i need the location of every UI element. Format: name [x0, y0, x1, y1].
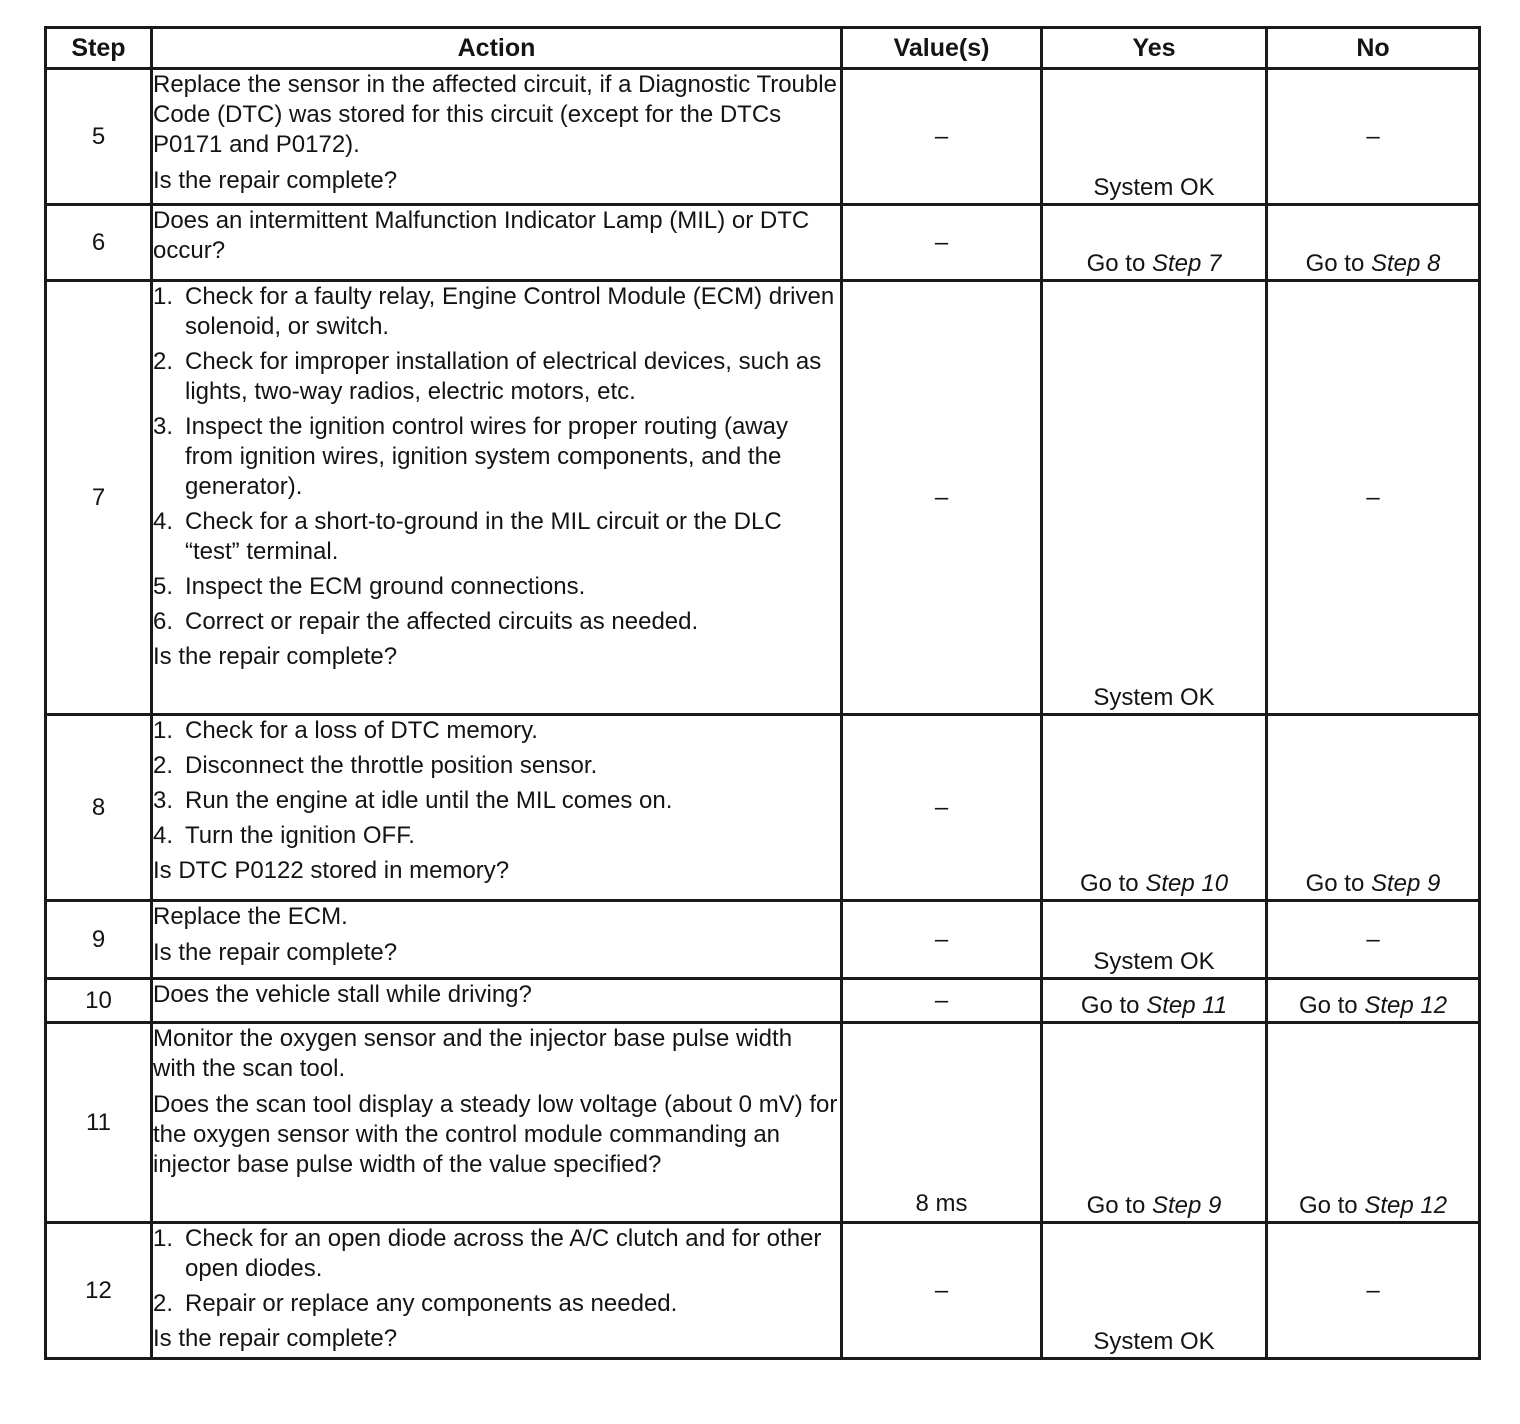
header-no: No [1267, 28, 1480, 69]
no-result-cell [1267, 205, 1480, 281]
value-cell: – [842, 901, 1042, 979]
action-question: Is DTC P0122 stored in memory? [153, 857, 510, 884]
step-reference: Step 11 [1146, 992, 1228, 1019]
no-result-cell [1267, 1023, 1480, 1223]
action-question: Is the repair complete? [153, 939, 398, 966]
goto-prefix: Go to [1305, 870, 1365, 897]
yes-result-cell [1042, 281, 1267, 715]
list-item-number: 4. [153, 822, 174, 849]
list-item [153, 347, 840, 407]
table-body [46, 69, 1480, 1359]
action-cell [152, 281, 842, 715]
step-reference: Step 7 [1151, 250, 1222, 277]
yes-result-cell [1042, 1223, 1267, 1359]
list-item [153, 716, 840, 746]
goto-prefix: Go to [1086, 1192, 1146, 1219]
goto-prefix: Go to [1305, 250, 1365, 277]
list-item-number: 4. [153, 508, 174, 535]
diagnostic-table-page [44, 26, 1478, 1360]
list-item-text: Inspect the ignition control wires for proper routing (away from ignition wires, ignition system components, and the generator). [185, 413, 788, 500]
result-text: System OK [1093, 948, 1215, 975]
header-action: Action [152, 28, 842, 69]
no-result-cell [1267, 901, 1480, 979]
value-cell: – [842, 1223, 1042, 1359]
list-item-number: 2. [153, 1290, 174, 1317]
action-cell [152, 901, 842, 979]
list-item-number: 1. [153, 1225, 174, 1252]
step-reference: Step 10 [1145, 870, 1229, 897]
table-row [46, 69, 1480, 205]
list-item-text: Inspect the ECM ground connections. [185, 573, 586, 600]
action-cell [152, 205, 842, 281]
yes-result-cell [1042, 901, 1267, 979]
table-row [46, 901, 1480, 979]
list-item [153, 572, 840, 602]
no-result-cell [1267, 979, 1480, 1023]
action-paragraph: Replace the ECM. [153, 903, 348, 930]
yes-result-cell [1042, 1023, 1267, 1223]
action-cell [152, 715, 842, 901]
action-step-list [153, 282, 840, 637]
action-paragraph: Monitor the oxygen sensor and the injector base pulse width with the scan tool. [153, 1025, 793, 1082]
empty-dash: – [1366, 483, 1380, 511]
step-number: 6 [46, 205, 152, 281]
action-question: Does the vehicle stall while driving? [153, 981, 532, 1008]
table-row [46, 281, 1480, 715]
value-cell: – [842, 979, 1042, 1023]
list-item-number: 3. [153, 787, 174, 814]
value-cell: – [842, 69, 1042, 205]
step-reference: Step 9 [1370, 870, 1441, 897]
header-row [46, 28, 1480, 69]
list-item [153, 412, 840, 502]
goto-prefix: Go to [1086, 250, 1146, 277]
action-cell [152, 1023, 842, 1223]
list-item-text: Correct or repair the affected circuits as needed. [185, 608, 699, 635]
step-number: 5 [46, 69, 152, 205]
no-result-cell [1267, 281, 1480, 715]
step-number: 12 [46, 1223, 152, 1359]
list-item-text: Turn the ignition OFF. [185, 822, 415, 849]
list-item [153, 607, 840, 637]
step-reference: Step 9 [1151, 1192, 1222, 1219]
yes-result-cell [1042, 979, 1267, 1023]
empty-dash: – [1366, 1276, 1380, 1304]
action-question: Is the repair complete? [153, 167, 398, 194]
list-item-number: 2. [153, 348, 174, 375]
list-item-text: Check for a short-to-ground in the MIL circuit or the DLC “test” terminal. [185, 508, 782, 565]
step-number: 11 [46, 1023, 152, 1223]
list-item [153, 751, 840, 781]
list-item [153, 1289, 840, 1319]
step-reference: Step 12 [1364, 1192, 1448, 1219]
step-reference: Step 8 [1370, 250, 1441, 277]
step-reference: Step 12 [1364, 992, 1448, 1019]
table-row [46, 1223, 1480, 1359]
action-step-list [153, 1224, 840, 1319]
list-item [153, 821, 840, 851]
table-row [46, 979, 1480, 1023]
step-number: 7 [46, 281, 152, 715]
list-item-text: Check for a faulty relay, Engine Control Module (ECM) driven solenoid, or switch. [185, 283, 835, 340]
value-cell: 8 ms [842, 1023, 1042, 1223]
action-step-list [153, 716, 840, 851]
header-yes: Yes [1042, 28, 1267, 69]
list-item [153, 282, 840, 342]
empty-dash: – [1366, 925, 1380, 953]
value-cell: – [842, 281, 1042, 715]
yes-result-cell [1042, 205, 1267, 281]
action-cell [152, 69, 842, 205]
list-item-text: Check for a loss of DTC memory. [185, 717, 538, 744]
yes-result-cell [1042, 715, 1267, 901]
goto-prefix: Go to [1298, 992, 1358, 1019]
list-item-text: Disconnect the throttle position sensor. [185, 752, 598, 779]
table-row [46, 205, 1480, 281]
empty-dash: – [1366, 122, 1380, 150]
action-cell [152, 979, 842, 1023]
list-item [153, 1224, 840, 1284]
goto-prefix: Go to [1080, 992, 1140, 1019]
action-question: Does the scan tool display a steady low voltage (about 0 mV) for the oxygen sensor with the control module commanding an injector base pulse width of the value specified? [153, 1091, 838, 1178]
action-question: Does an intermittent Malfunction Indicator Lamp (MIL) or DTC occur? [153, 207, 810, 264]
table-row [46, 715, 1480, 901]
list-item-text: Check for improper installation of electrical devices, such as lights, two-way radios, electric motors, etc. [185, 348, 822, 405]
action-question: Is the repair complete? [153, 643, 398, 670]
goto-prefix: Go to [1298, 1192, 1358, 1219]
step-number: 9 [46, 901, 152, 979]
no-result-cell [1267, 69, 1480, 205]
step-number: 8 [46, 715, 152, 901]
list-item-text: Check for an open diode across the A/C clutch and for other open diodes. [185, 1225, 822, 1282]
action-cell [152, 1223, 842, 1359]
action-question: Is the repair complete? [153, 1325, 398, 1352]
list-item-number: 1. [153, 717, 174, 744]
list-item [153, 786, 840, 816]
header-values: Value(s) [842, 28, 1042, 69]
list-item-text: Run the engine at idle until the MIL comes on. [185, 787, 673, 814]
list-item-number: 2. [153, 752, 174, 779]
value-cell: – [842, 205, 1042, 281]
list-item-number: 6. [153, 608, 174, 635]
header-step: Step [46, 28, 152, 69]
list-item [153, 507, 840, 567]
goto-prefix: Go to [1079, 870, 1139, 897]
list-item-number: 3. [153, 413, 174, 440]
no-result-cell [1267, 715, 1480, 901]
action-paragraph: Replace the sensor in the affected circuit, if a Diagnostic Trouble Code (DTC) was stored for this circuit (except for the DTCs P0171 and P0172). [153, 71, 837, 158]
list-item-number: 5. [153, 573, 174, 600]
list-item-number: 1. [153, 283, 174, 310]
value-cell: – [842, 715, 1042, 901]
result-text: System OK [1093, 684, 1215, 711]
table-row [46, 1023, 1480, 1223]
list-item-text: Repair or replace any components as needed. [185, 1290, 678, 1317]
diagnostic-table [44, 26, 1481, 1360]
no-result-cell [1267, 1223, 1480, 1359]
step-number: 10 [46, 979, 152, 1023]
yes-result-cell [1042, 69, 1267, 205]
result-text: System OK [1093, 174, 1215, 201]
result-text: System OK [1093, 1328, 1215, 1355]
